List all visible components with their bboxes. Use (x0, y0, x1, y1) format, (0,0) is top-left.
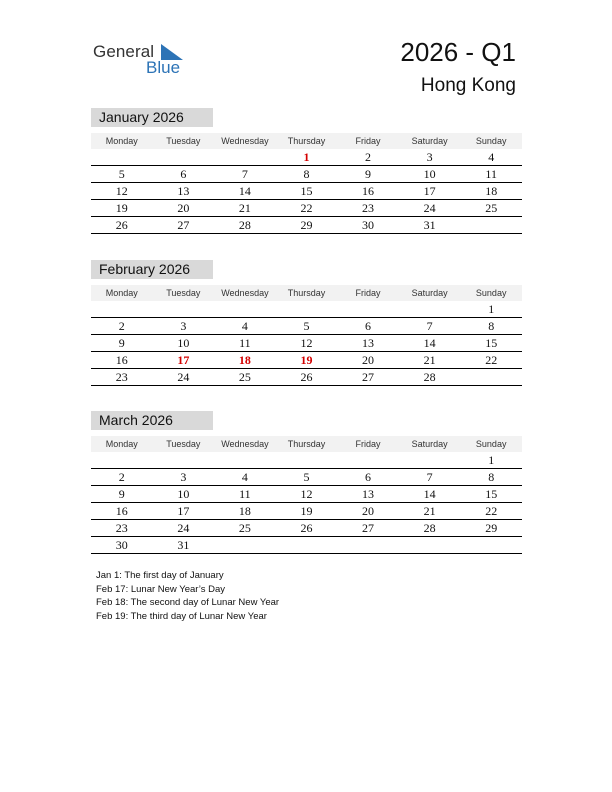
week-row (91, 183, 522, 200)
holiday-day-cell: 18 (214, 352, 276, 369)
day-cell: 20 (153, 200, 215, 217)
day-cell: 21 (399, 352, 461, 369)
day-cell: 27 (337, 520, 399, 537)
weekday-header: Thursday (276, 133, 338, 149)
weekday-header: Wednesday (214, 133, 276, 149)
weekday-header: Thursday (276, 436, 338, 452)
week-row (91, 217, 522, 234)
weekday-header: Sunday (460, 133, 522, 149)
day-cell: 19 (276, 503, 338, 520)
empty-day-cell (214, 537, 276, 554)
empty-day-cell (276, 301, 338, 318)
calendar-table (91, 133, 522, 234)
day-cell: 1 (460, 452, 522, 469)
week-row (91, 452, 522, 469)
day-cell: 7 (399, 469, 461, 486)
day-cell: 25 (214, 369, 276, 386)
day-cell: 14 (214, 183, 276, 200)
day-cell: 18 (460, 183, 522, 200)
day-cell: 28 (399, 369, 461, 386)
month-february (91, 260, 522, 386)
day-cell: 31 (153, 537, 215, 554)
day-cell: 30 (337, 217, 399, 234)
week-row (91, 200, 522, 217)
day-cell: 10 (153, 335, 215, 352)
day-cell: 14 (399, 335, 461, 352)
day-cell: 23 (91, 369, 153, 386)
empty-day-cell (153, 149, 215, 166)
calendar-table (91, 285, 522, 386)
empty-day-cell (214, 301, 276, 318)
empty-day-cell (214, 452, 276, 469)
holiday-note: Feb 18: The second day of Lunar New Year (96, 597, 280, 608)
day-cell: 8 (460, 318, 522, 335)
day-cell: 21 (214, 200, 276, 217)
week-row (91, 318, 522, 335)
day-cell: 3 (153, 469, 215, 486)
day-cell: 4 (460, 149, 522, 166)
weekday-header: Friday (337, 436, 399, 452)
calendar-table (91, 436, 522, 554)
day-cell: 7 (214, 166, 276, 183)
weekday-header: Saturday (399, 436, 461, 452)
empty-day-cell (337, 301, 399, 318)
empty-day-cell (399, 301, 461, 318)
week-row (91, 537, 522, 554)
empty-day-cell (153, 301, 215, 318)
day-cell: 26 (276, 369, 338, 386)
week-row (91, 335, 522, 352)
empty-day-cell (276, 452, 338, 469)
day-cell: 31 (399, 217, 461, 234)
day-cell: 12 (276, 335, 338, 352)
day-cell: 2 (91, 318, 153, 335)
day-cell: 28 (399, 520, 461, 537)
logo (93, 40, 193, 80)
holiday-note: Feb 17: Lunar New Year’s Day (96, 583, 226, 595)
day-cell: 2 (91, 469, 153, 486)
day-cell: 13 (153, 183, 215, 200)
day-cell: 12 (276, 486, 338, 503)
empty-day-cell (399, 537, 461, 554)
day-cell: 4 (214, 318, 276, 335)
day-cell: 8 (276, 166, 338, 183)
day-cell: 12 (91, 183, 153, 200)
day-cell: 23 (337, 200, 399, 217)
day-cell: 22 (460, 503, 522, 520)
weekday-header: Friday (337, 133, 399, 149)
day-cell: 15 (276, 183, 338, 200)
weekday-header: Friday (337, 285, 399, 301)
day-cell: 21 (399, 503, 461, 520)
week-row (91, 369, 522, 386)
day-cell: 26 (91, 217, 153, 234)
weekday-header: Tuesday (153, 436, 215, 452)
page-subtitle: Hong Kong (420, 75, 516, 96)
day-cell: 11 (214, 335, 276, 352)
day-cell: 4 (214, 469, 276, 486)
empty-day-cell (91, 149, 153, 166)
day-cell: 11 (460, 166, 522, 183)
day-cell: 24 (153, 369, 215, 386)
day-cell: 17 (399, 183, 461, 200)
day-cell: 22 (276, 200, 338, 217)
empty-day-cell (337, 452, 399, 469)
day-cell: 24 (153, 520, 215, 537)
day-cell: 16 (337, 183, 399, 200)
weekday-header: Tuesday (153, 133, 215, 149)
holiday-day-cell: 1 (276, 149, 338, 166)
day-cell: 16 (91, 503, 153, 520)
week-row (91, 149, 522, 166)
day-cell: 11 (214, 486, 276, 503)
week-row (91, 486, 522, 503)
weekday-header-row (91, 133, 522, 149)
weekday-header: Saturday (399, 133, 461, 149)
empty-day-cell (91, 301, 153, 318)
weekday-header: Tuesday (153, 285, 215, 301)
empty-day-cell (460, 217, 522, 234)
month-label: March 2026 (91, 411, 213, 430)
day-cell: 6 (153, 166, 215, 183)
weekday-header: Sunday (460, 436, 522, 452)
empty-day-cell (460, 369, 522, 386)
day-cell: 6 (337, 318, 399, 335)
empty-day-cell (337, 537, 399, 554)
day-cell: 10 (399, 166, 461, 183)
month-january (91, 108, 522, 234)
day-cell: 5 (276, 318, 338, 335)
month-label: January 2026 (91, 108, 213, 127)
holiday-notes (96, 569, 279, 623)
weekday-header-row (91, 436, 522, 452)
week-row (91, 166, 522, 183)
day-cell: 29 (460, 520, 522, 537)
empty-day-cell (460, 537, 522, 554)
day-cell: 3 (153, 318, 215, 335)
day-cell: 23 (91, 520, 153, 537)
weekday-header: Wednesday (214, 285, 276, 301)
day-cell: 22 (460, 352, 522, 369)
day-cell: 20 (337, 503, 399, 520)
logo-blue-text: Blue (146, 58, 181, 77)
holiday-note: Feb 19: The third day of Lunar New Year (96, 610, 267, 622)
day-cell: 9 (91, 335, 153, 352)
weekday-header: Wednesday (214, 436, 276, 452)
week-row (91, 469, 522, 486)
day-cell: 30 (91, 537, 153, 554)
logo-general-text: General (93, 42, 155, 61)
holiday-day-cell: 19 (276, 352, 338, 369)
day-cell: 13 (337, 335, 399, 352)
day-cell: 29 (276, 217, 338, 234)
empty-day-cell (91, 452, 153, 469)
weekday-header: Saturday (399, 285, 461, 301)
day-cell: 14 (399, 486, 461, 503)
day-cell: 3 (399, 149, 461, 166)
day-cell: 26 (276, 520, 338, 537)
month-march (91, 411, 522, 554)
weekday-header: Monday (91, 133, 153, 149)
day-cell: 24 (399, 200, 461, 217)
week-row (91, 503, 522, 520)
day-cell: 17 (153, 503, 215, 520)
day-cell: 18 (214, 503, 276, 520)
holiday-day-cell: 17 (153, 352, 215, 369)
day-cell: 27 (153, 217, 215, 234)
day-cell: 5 (276, 469, 338, 486)
day-cell: 25 (214, 520, 276, 537)
day-cell: 1 (460, 301, 522, 318)
day-cell: 10 (153, 486, 215, 503)
empty-day-cell (276, 537, 338, 554)
day-cell: 15 (460, 486, 522, 503)
weekday-header: Monday (91, 285, 153, 301)
day-cell: 6 (337, 469, 399, 486)
day-cell: 13 (337, 486, 399, 503)
weekday-header: Sunday (460, 285, 522, 301)
day-cell: 27 (337, 369, 399, 386)
page-title: 2026 - Q1 (400, 37, 516, 67)
empty-day-cell (153, 452, 215, 469)
day-cell: 25 (460, 200, 522, 217)
day-cell: 9 (337, 166, 399, 183)
week-row (91, 301, 522, 318)
day-cell: 28 (214, 217, 276, 234)
week-row (91, 520, 522, 537)
week-row (91, 352, 522, 369)
day-cell: 5 (91, 166, 153, 183)
day-cell: 20 (337, 352, 399, 369)
day-cell: 8 (460, 469, 522, 486)
holiday-note: Jan 1: The first day of January (96, 570, 224, 581)
weekday-header-row (91, 285, 522, 301)
day-cell: 7 (399, 318, 461, 335)
empty-day-cell (214, 149, 276, 166)
day-cell: 15 (460, 335, 522, 352)
weekday-header: Thursday (276, 285, 338, 301)
month-label: February 2026 (91, 260, 213, 279)
day-cell: 9 (91, 486, 153, 503)
empty-day-cell (399, 452, 461, 469)
day-cell: 16 (91, 352, 153, 369)
day-cell: 2 (337, 149, 399, 166)
day-cell: 19 (91, 200, 153, 217)
weekday-header: Monday (91, 436, 153, 452)
